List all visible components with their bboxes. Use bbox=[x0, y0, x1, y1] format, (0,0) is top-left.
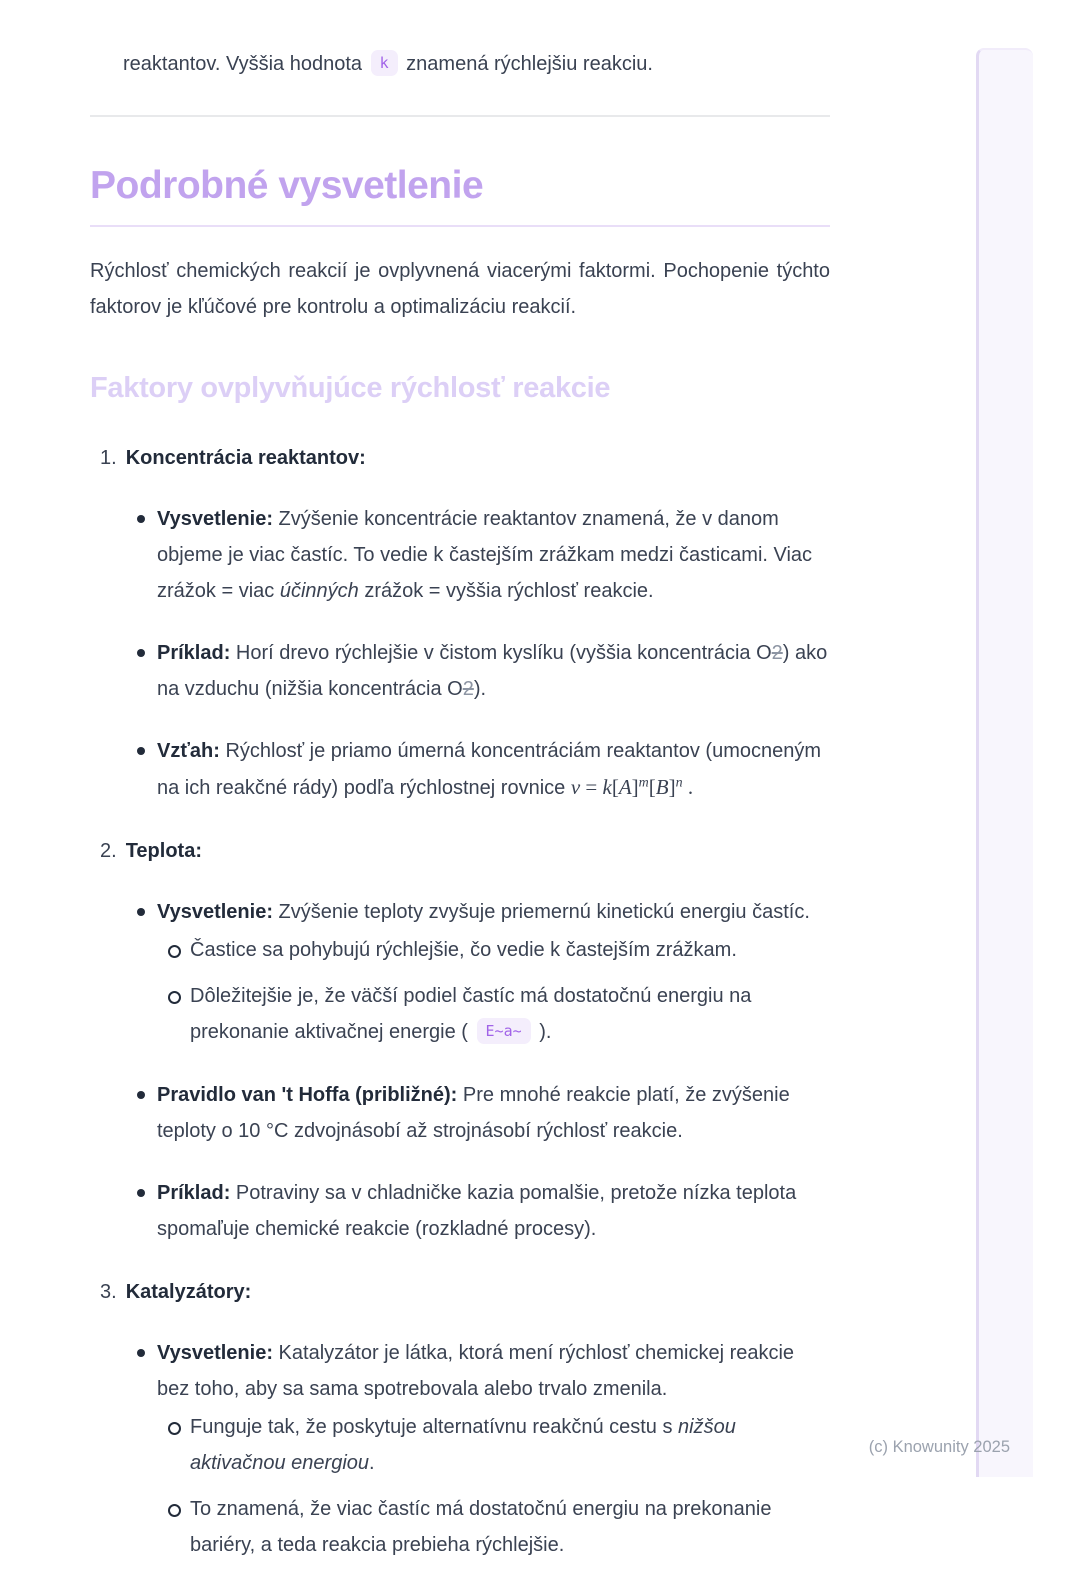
text-segment: Vysvetlenie: bbox=[157, 1342, 273, 1364]
text-segment: Pre mnohé reakcie platí, že zvýšenie teploty o 10 °C zdvojnásobí až strojnásobí rýchlosť reakcie. bbox=[157, 1084, 790, 1142]
bullet-item bbox=[157, 733, 830, 806]
text-segment: Zvýšenie koncentrácie reaktantov znamená, že v danom objeme je viac častíc. To vedie k častejším zrážkam medzi časticami. Viac zrážok = viac bbox=[157, 508, 813, 602]
text-segment: Častice sa pohybujú rýchlejšie, čo vedie k častejším zrážkam. bbox=[190, 939, 737, 961]
sub-bullet-text bbox=[190, 1491, 830, 1563]
text-segment: účinných bbox=[279, 580, 359, 602]
bullet-list bbox=[100, 1335, 830, 1563]
text-segment: n bbox=[675, 775, 683, 791]
text-segment: Príklad: bbox=[157, 1182, 231, 1204]
text-segment: To znamená, že viac častíc má dostatočnú energiu na prekonanie bariéry, a teda reakcia prebieha rýchlejšie. bbox=[190, 1498, 772, 1556]
factor-item-concentration bbox=[90, 443, 830, 806]
text-segment: v bbox=[570, 775, 581, 799]
text-segment: Horí drevo rýchlejšie v čistom kyslíku (vyššia koncentrácia O bbox=[230, 642, 772, 664]
factors-section bbox=[90, 443, 830, 1563]
sub-bullet-list bbox=[157, 932, 830, 1051]
text-segment: Príklad: bbox=[157, 642, 231, 664]
text-segment: reaktantov. Vyššia hodnota bbox=[123, 53, 368, 75]
factor-title bbox=[100, 836, 830, 866]
sub-bullet-text bbox=[190, 978, 830, 1051]
text-segment: Funguje tak, že poskytuje alternatívnu reakčnú cestu s bbox=[190, 1416, 679, 1438]
factor-number: 1. bbox=[100, 447, 117, 469]
sub-bullet-item bbox=[190, 978, 830, 1051]
text-segment: ). bbox=[533, 1021, 552, 1043]
bullet-item bbox=[157, 1175, 830, 1247]
text-segment: 2 bbox=[462, 678, 474, 700]
factor-title bbox=[100, 1277, 830, 1307]
bullet-text bbox=[157, 1175, 830, 1247]
text-segment: [ bbox=[648, 775, 656, 799]
text-segment: ). bbox=[473, 678, 487, 700]
text-segment: Pravidlo van 't Hoffa (približné): bbox=[157, 1084, 458, 1106]
text-segment: Potraviny sa v chladničke kazia pomalšie, pretože nízka teplota spomaľuje chemické reakcie (rozkladné procesy). bbox=[157, 1182, 797, 1240]
section-divider bbox=[90, 115, 830, 117]
text-segment: = bbox=[580, 775, 603, 799]
text-segment: ] bbox=[631, 775, 639, 799]
text-segment: ) ako na vzduchu (nižšia koncentrácia O bbox=[157, 642, 828, 700]
bullet-text bbox=[157, 1335, 830, 1407]
factor-item-temperature bbox=[90, 836, 830, 1247]
bullet-text bbox=[157, 733, 830, 806]
factor-number: 3. bbox=[100, 1281, 117, 1303]
inline-code-k: k bbox=[371, 50, 398, 76]
intro-paragraph bbox=[90, 46, 830, 83]
inline-code-ea: E~a~ bbox=[477, 1018, 531, 1044]
text-segment: Dôležitejšie je, že väčší podiel častíc má dostatočnú energiu na prekonanie aktivačnej energie ( bbox=[190, 985, 752, 1043]
text-segment: m bbox=[638, 775, 649, 791]
text-segment: B bbox=[655, 775, 669, 799]
text-segment: Vysvetlenie: bbox=[157, 901, 273, 923]
text-segment: Zvýšenie teploty zvyšuje priemernú kinetickú energiu častíc. bbox=[273, 901, 810, 923]
text-segment: ] bbox=[668, 775, 676, 799]
text-segment: Katalyzátor je látka, ktorá mení rýchlosť chemickej reakcie bez toho, aby sa sama spotrebovala alebo trvalo zmenila. bbox=[157, 1342, 795, 1400]
watermark-text: (c) Knowunity 2025 bbox=[868, 1438, 1010, 1456]
bullet-text bbox=[157, 501, 830, 609]
text-segment: znamená rýchlejšiu reakciu. bbox=[400, 53, 653, 75]
factor-label: Katalyzátory: bbox=[125, 1281, 252, 1303]
text-segment: k bbox=[602, 775, 612, 799]
text-segment: . bbox=[369, 1452, 375, 1474]
bullet-item bbox=[157, 635, 830, 707]
bullet-item bbox=[157, 1077, 830, 1149]
text-segment: . bbox=[682, 775, 694, 799]
bullet-item bbox=[157, 501, 830, 609]
text-segment: Vysvetlenie: bbox=[157, 508, 273, 530]
text-segment: 2 bbox=[771, 642, 783, 664]
next-page-edge-preview bbox=[976, 48, 1033, 1477]
bullet-text bbox=[157, 894, 830, 930]
section-subheading: Faktory ovplyvňujúce rýchlosť reakcie bbox=[90, 372, 611, 404]
page-title: Podrobné vysvetlenie bbox=[90, 163, 830, 227]
bullet-item bbox=[157, 894, 830, 1051]
sub-bullet-item bbox=[190, 1409, 830, 1481]
sub-bullet-list bbox=[157, 1409, 830, 1563]
factor-label: Teplota: bbox=[125, 840, 202, 862]
factor-number: 2. bbox=[100, 840, 117, 862]
factor-title bbox=[100, 443, 830, 473]
bullet-item bbox=[157, 1335, 830, 1563]
factor-item-catalysts bbox=[90, 1277, 830, 1563]
sub-bullet-item bbox=[190, 932, 830, 968]
text-segment: Rýchlosť je priamo úmerná koncentráciám reaktantov (umocneným na ich reakčné rády) podľa rýchlostnej rovnice bbox=[157, 740, 822, 799]
sub-bullet-text bbox=[190, 1409, 830, 1481]
text-segment: A bbox=[618, 775, 632, 799]
lead-paragraph: Rýchlosť chemických reakcií je ovplyvnená viacerými faktormi. Pochopenie týchto faktorov je kľúčové pre kontrolu a optimalizáciu reakcií. bbox=[90, 260, 830, 318]
sub-bullet-text bbox=[190, 932, 830, 968]
text-segment: [ bbox=[611, 775, 619, 799]
text-segment: nižšou aktivačnou energiou bbox=[190, 1416, 736, 1474]
text-segment: Vzťah: bbox=[157, 740, 220, 762]
document-content bbox=[90, 46, 830, 1593]
sub-bullet-item bbox=[190, 1491, 830, 1563]
factor-label: Koncentrácia reaktantov: bbox=[125, 447, 366, 469]
bullet-text bbox=[157, 635, 830, 707]
bullet-text bbox=[157, 1077, 830, 1149]
bullet-list bbox=[100, 894, 830, 1247]
bullet-list bbox=[100, 501, 830, 806]
text-segment: zrážok = vyššia rýchlosť reakcie. bbox=[358, 580, 654, 602]
